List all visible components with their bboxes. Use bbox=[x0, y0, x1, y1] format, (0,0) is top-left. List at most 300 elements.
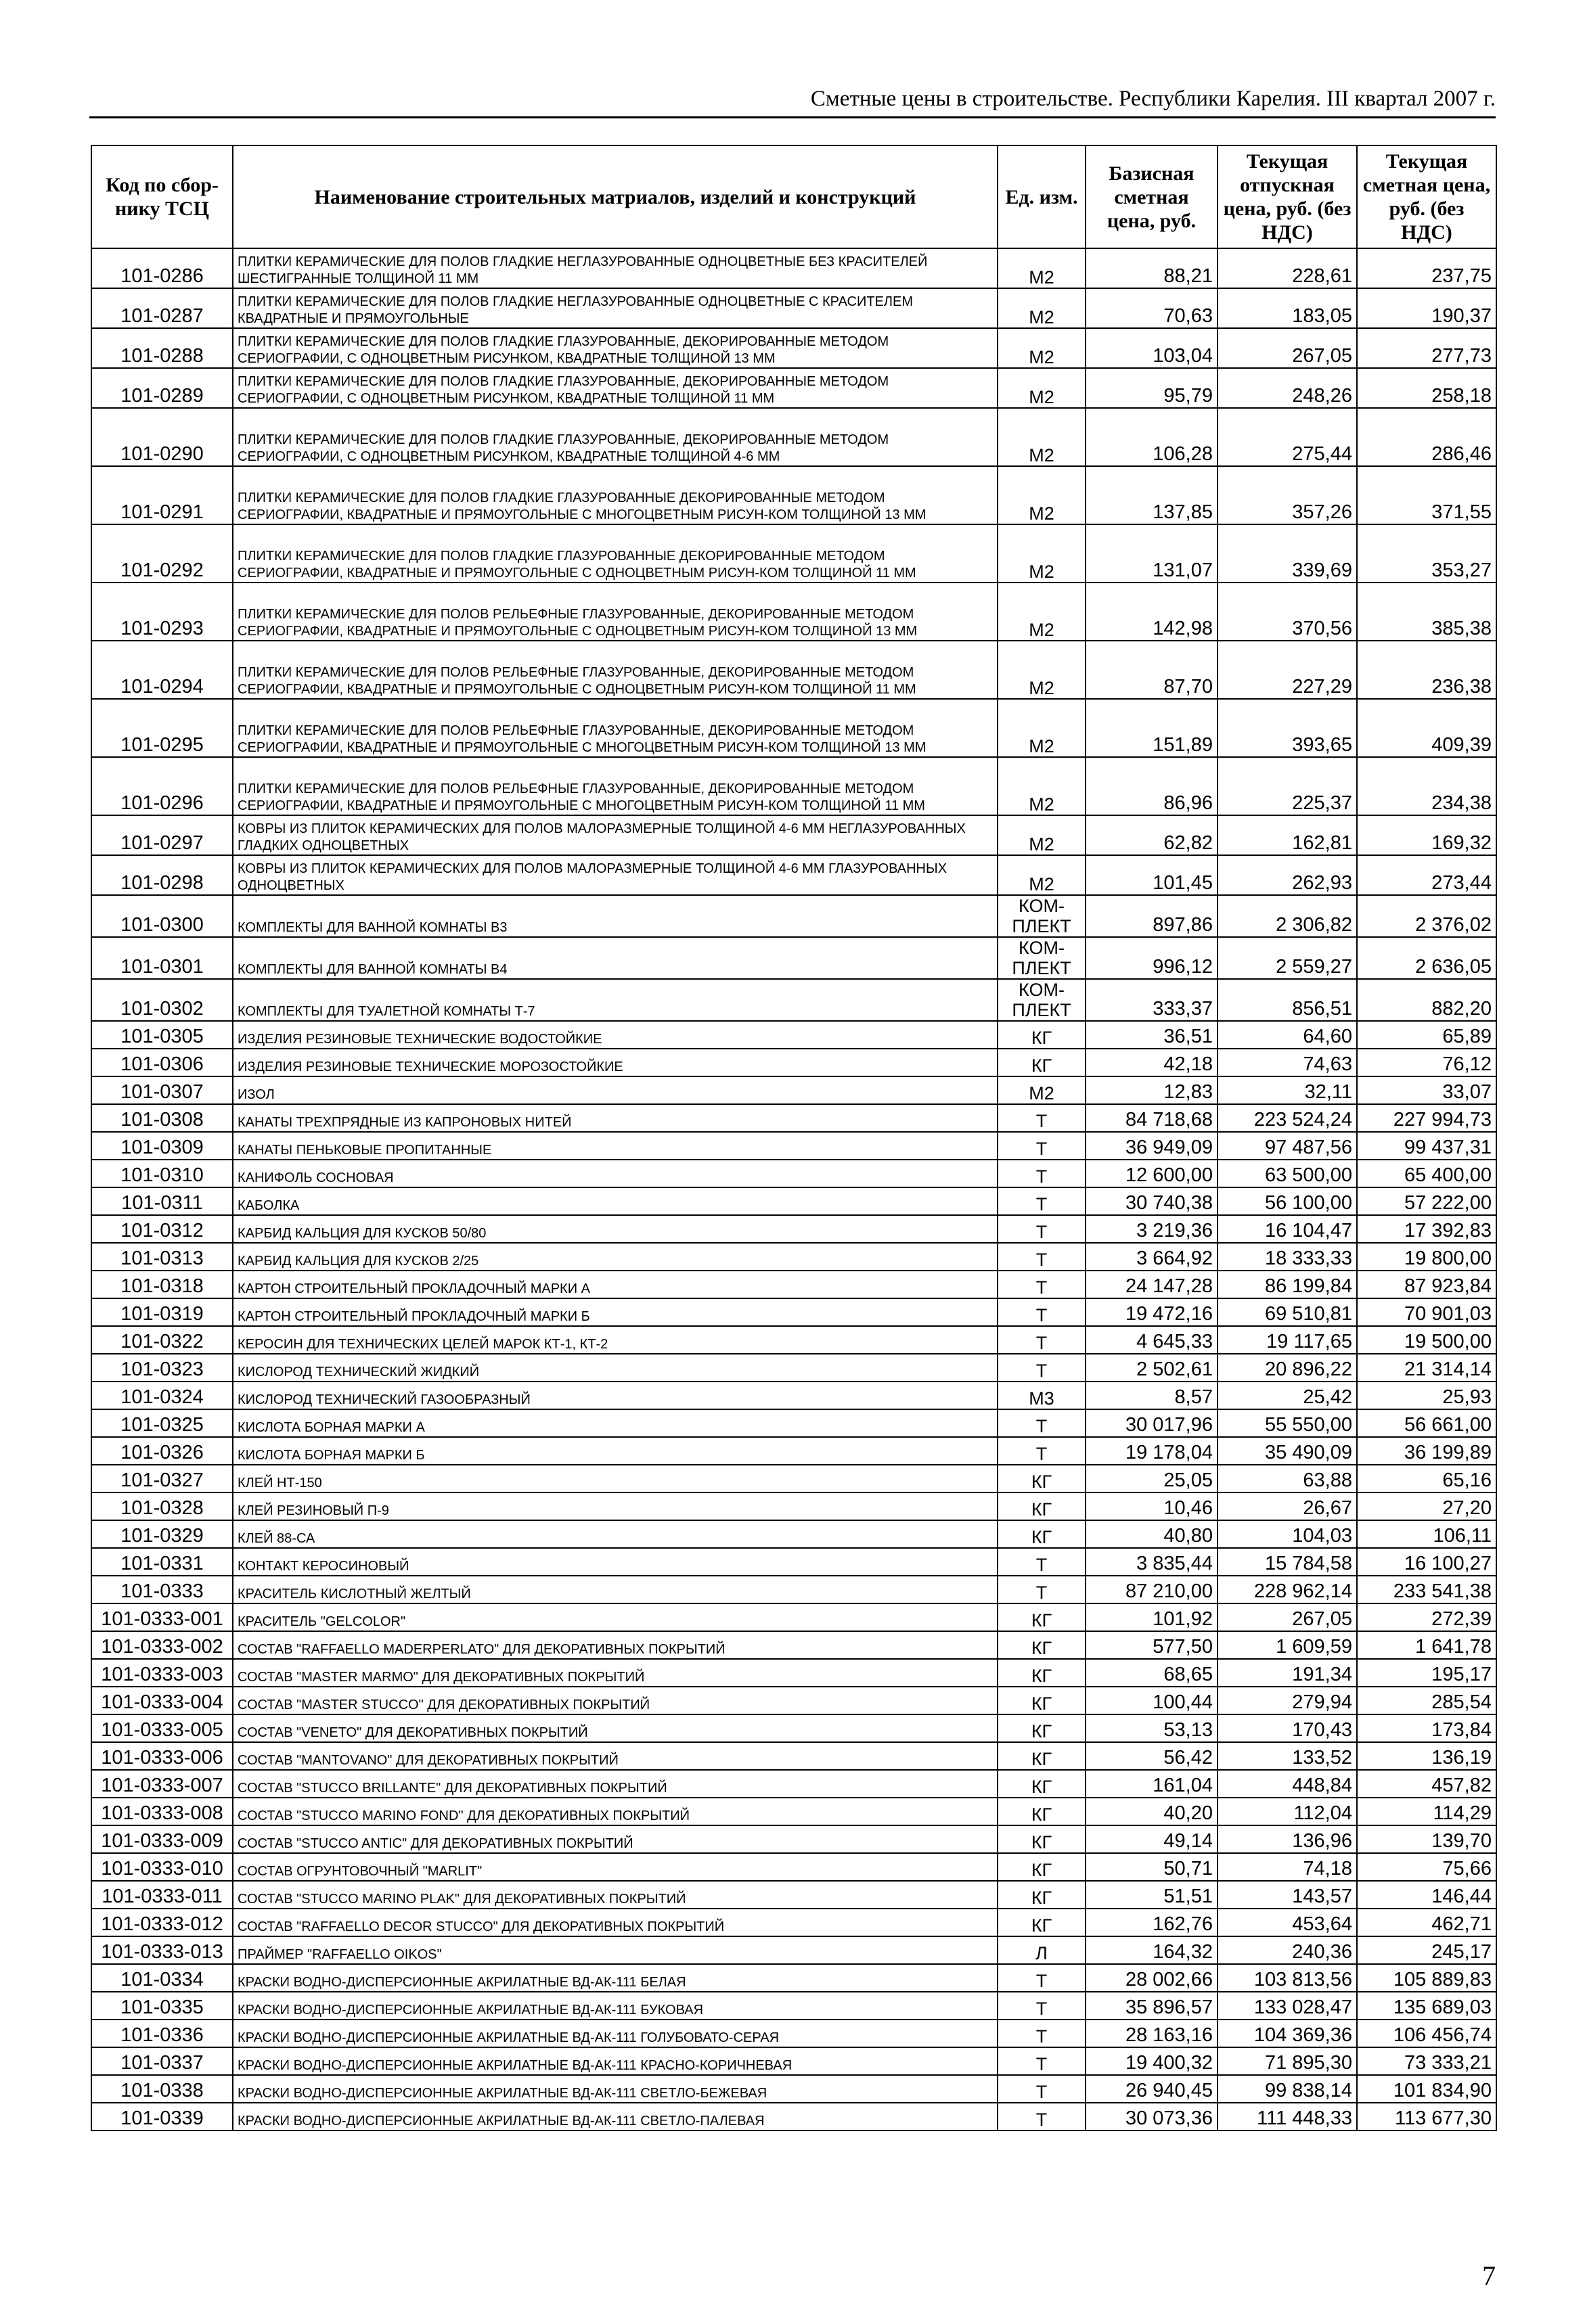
item-code: 101-0294 bbox=[91, 641, 233, 699]
base-price: 10,46 bbox=[1086, 1493, 1218, 1520]
base-price: 137,85 bbox=[1086, 466, 1218, 524]
item-unit: Т bbox=[998, 1326, 1086, 1354]
table-row bbox=[91, 1354, 1496, 1382]
release-price: 393,65 bbox=[1218, 699, 1357, 757]
estimate-price: 76,12 bbox=[1357, 1049, 1496, 1076]
item-name: ПЛИТКИ КЕРАМИЧЕСКИЕ ДЛЯ ПОЛОВ ГЛАДКИЕ ГЛАЗУРОВАННЫЕ, ДЕКОРИРОВАННЫЕ МЕТОДОМ СЕРИОГРАФИИ, С ОДНОЦВЕТНЫМ РИСУНКОМ, КВАДРАТНЫЕ ТОЛЩИНОЙ 4-6 ММ bbox=[233, 408, 998, 466]
item-unit: Л bbox=[998, 1936, 1086, 1964]
estimate-price: 87 923,84 bbox=[1357, 1271, 1496, 1298]
item-name: КРАСИТЕЛЬ "GELCOLOR" bbox=[233, 1603, 998, 1631]
item-unit: Т bbox=[998, 1298, 1086, 1326]
item-code: 101-0333-003 bbox=[91, 1659, 233, 1687]
estimate-price: 272,39 bbox=[1357, 1603, 1496, 1631]
estimate-price: 237,75 bbox=[1357, 248, 1496, 288]
item-unit: М2 bbox=[998, 408, 1086, 466]
table-row bbox=[91, 1298, 1496, 1326]
price-table bbox=[91, 145, 1497, 2131]
item-unit: КОМ-ПЛЕКТ bbox=[998, 937, 1086, 979]
release-price: 104 369,36 bbox=[1218, 2020, 1357, 2047]
item-code: 101-0306 bbox=[91, 1049, 233, 1076]
table-row bbox=[91, 466, 1496, 524]
release-price: 225,37 bbox=[1218, 757, 1357, 815]
table-row bbox=[91, 2075, 1496, 2103]
item-unit: Т bbox=[998, 1576, 1086, 1603]
item-unit: М2 bbox=[998, 248, 1086, 288]
item-unit: КГ bbox=[998, 1881, 1086, 1909]
release-price: 56 100,00 bbox=[1218, 1187, 1357, 1215]
estimate-price: 65,89 bbox=[1357, 1021, 1496, 1049]
base-price: 12 600,00 bbox=[1086, 1160, 1218, 1187]
item-code: 101-0335 bbox=[91, 1992, 233, 2020]
table-row bbox=[91, 1548, 1496, 1576]
release-price: 170,43 bbox=[1218, 1714, 1357, 1742]
item-name: ПРАЙМЕР "RAFFAELLO OIKOS" bbox=[233, 1936, 998, 1964]
base-price: 30 017,96 bbox=[1086, 1409, 1218, 1437]
item-name: СОСТАВ "STUCCO MARINO PLAK" ДЛЯ ДЕКОРАТИВНЫХ ПОКРЫТИЙ bbox=[233, 1881, 998, 1909]
item-name: КАРТОН СТРОИТЕЛЬНЫЙ ПРОКЛАДОЧНЫЙ МАРКИ Б bbox=[233, 1298, 998, 1326]
base-price: 19 400,32 bbox=[1086, 2047, 1218, 2075]
item-unit: М2 bbox=[998, 757, 1086, 815]
table-row bbox=[91, 1409, 1496, 1437]
release-price: 143,57 bbox=[1218, 1881, 1357, 1909]
item-code: 101-0310 bbox=[91, 1160, 233, 1187]
release-price: 19 117,65 bbox=[1218, 1326, 1357, 1354]
item-code: 101-0333 bbox=[91, 1576, 233, 1603]
estimate-price: 169,32 bbox=[1357, 815, 1496, 855]
estimate-price: 19 800,00 bbox=[1357, 1243, 1496, 1271]
column-header-name: Наименование строительных матриалов, изделий и конструкций bbox=[233, 145, 998, 248]
base-price: 103,04 bbox=[1086, 328, 1218, 368]
item-code: 101-0333-010 bbox=[91, 1853, 233, 1881]
item-unit: Т bbox=[998, 1160, 1086, 1187]
table-row bbox=[91, 1909, 1496, 1936]
column-header-code: Код по сбор-нику ТСЦ bbox=[91, 145, 233, 248]
table-row bbox=[91, 1493, 1496, 1520]
estimate-price: 882,20 bbox=[1357, 979, 1496, 1021]
estimate-price: 136,19 bbox=[1357, 1742, 1496, 1770]
base-price: 24 147,28 bbox=[1086, 1271, 1218, 1298]
item-name: СОСТАВ "MASTER MARMO" ДЛЯ ДЕКОРАТИВНЫХ ПОКРЫТИЙ bbox=[233, 1659, 998, 1687]
item-unit: М2 bbox=[998, 1076, 1086, 1104]
base-price: 86,96 bbox=[1086, 757, 1218, 815]
item-name: КОВРЫ ИЗ ПЛИТОК КЕРАМИЧЕСКИХ ДЛЯ ПОЛОВ МАЛОРАЗМЕРНЫЕ ТОЛЩИНОЙ 4-6 ММ НЕГЛАЗУРОВАННЫХ ГЛАДКИХ ОДНОЦВЕТНЫХ bbox=[233, 815, 998, 855]
item-name: КОВРЫ ИЗ ПЛИТОК КЕРАМИЧЕСКИХ ДЛЯ ПОЛОВ МАЛОРАЗМЕРНЫЕ ТОЛЩИНОЙ 4-6 ММ ГЛАЗУРОВАННЫХ ОДНОЦВЕТНЫХ bbox=[233, 855, 998, 895]
item-code: 101-0286 bbox=[91, 248, 233, 288]
release-price: 74,18 bbox=[1218, 1853, 1357, 1881]
release-price: 86 199,84 bbox=[1218, 1271, 1357, 1298]
base-price: 101,45 bbox=[1086, 855, 1218, 895]
item-code: 101-0313 bbox=[91, 1243, 233, 1271]
item-code: 101-0318 bbox=[91, 1271, 233, 1298]
base-price: 88,21 bbox=[1086, 248, 1218, 288]
item-unit: М2 bbox=[998, 328, 1086, 368]
item-code: 101-0327 bbox=[91, 1465, 233, 1493]
estimate-price: 99 437,31 bbox=[1357, 1132, 1496, 1160]
base-price: 87 210,00 bbox=[1086, 1576, 1218, 1603]
item-name: КЛЕЙ РЕЗИНОВЫЙ П-9 bbox=[233, 1493, 998, 1520]
item-name: ПЛИТКИ КЕРАМИЧЕСКИЕ ДЛЯ ПОЛОВ ГЛАДКИЕ ГЛАЗУРОВАННЫЕ ДЕКОРИРОВАННЫЕ МЕТОДОМ СЕРИОГРАФИИ, КВАДРАТНЫЕ И ПРЯМОУГОЛЬНЫЕ С МНОГОЦВЕТНЫМ РИСУН-КОМ ТОЛЩИНОЙ 13 ММ bbox=[233, 466, 998, 524]
base-price: 162,76 bbox=[1086, 1909, 1218, 1936]
base-price: 19 178,04 bbox=[1086, 1437, 1218, 1465]
estimate-price: 277,73 bbox=[1357, 328, 1496, 368]
item-code: 101-0333-009 bbox=[91, 1825, 233, 1853]
estimate-price: 73 333,21 bbox=[1357, 2047, 1496, 2075]
release-price: 26,67 bbox=[1218, 1493, 1357, 1520]
table-row bbox=[91, 2047, 1496, 2075]
item-unit: КГ bbox=[998, 1659, 1086, 1687]
release-price: 64,60 bbox=[1218, 1021, 1357, 1049]
release-price: 71 895,30 bbox=[1218, 2047, 1357, 2075]
estimate-price: 258,18 bbox=[1357, 368, 1496, 408]
release-price: 191,34 bbox=[1218, 1659, 1357, 1687]
item-code: 101-0322 bbox=[91, 1326, 233, 1354]
release-price: 20 896,22 bbox=[1218, 1354, 1357, 1382]
base-price: 100,44 bbox=[1086, 1687, 1218, 1714]
item-code: 101-0336 bbox=[91, 2020, 233, 2047]
table-row bbox=[91, 1936, 1496, 1964]
item-code: 101-0333-012 bbox=[91, 1909, 233, 1936]
item-name: ПЛИТКИ КЕРАМИЧЕСКИЕ ДЛЯ ПОЛОВ РЕЛЬЕФНЫЕ ГЛАЗУРОВАННЫЕ, ДЕКОРИРОВАННЫЕ МЕТОДОМ СЕРИОГРАФИИ, КВАДРАТНЫЕ И ПРЯМОУГОЛЬНЫЕ С ОДНОЦВЕТНЫМ РИСУН-КОМ ТОЛЩИНОЙ 11 ММ bbox=[233, 641, 998, 699]
table-row bbox=[91, 1215, 1496, 1243]
base-price: 36 949,09 bbox=[1086, 1132, 1218, 1160]
estimate-price: 56 661,00 bbox=[1357, 1409, 1496, 1437]
item-name: СОСТАВ "VENETO" ДЛЯ ДЕКОРАТИВНЫХ ПОКРЫТИЙ bbox=[233, 1714, 998, 1742]
release-price: 104,03 bbox=[1218, 1520, 1357, 1548]
estimate-price: 385,38 bbox=[1357, 583, 1496, 641]
item-unit: Т bbox=[998, 1215, 1086, 1243]
table-row bbox=[91, 895, 1496, 937]
item-name: КАБОЛКА bbox=[233, 1187, 998, 1215]
table-row bbox=[91, 1326, 1496, 1354]
item-unit: КГ bbox=[998, 1049, 1086, 1076]
base-price: 106,28 bbox=[1086, 408, 1218, 466]
item-code: 101-0296 bbox=[91, 757, 233, 815]
item-unit: Т bbox=[998, 1243, 1086, 1271]
base-price: 897,86 bbox=[1086, 895, 1218, 937]
item-unit: КГ bbox=[998, 1520, 1086, 1548]
item-name: КАРБИД КАЛЬЦИЯ ДЛЯ КУСКОВ 2/25 bbox=[233, 1243, 998, 1271]
release-price: 228 962,14 bbox=[1218, 1576, 1357, 1603]
base-price: 95,79 bbox=[1086, 368, 1218, 408]
item-code: 101-0300 bbox=[91, 895, 233, 937]
page-header: Сметные цены в строительстве. Республики Карелия. III квартал 2007 г. bbox=[810, 87, 1496, 111]
table-row bbox=[91, 1742, 1496, 1770]
item-name: КАНИФОЛЬ СОСНОВАЯ bbox=[233, 1160, 998, 1187]
release-price: 103 813,56 bbox=[1218, 1964, 1357, 1992]
item-name: КЕРОСИН ДЛЯ ТЕХНИЧЕСКИХ ЦЕЛЕЙ МАРОК КТ-1, КТ-2 bbox=[233, 1326, 998, 1354]
item-name: СОСТАВ "MASTER STUCCO" ДЛЯ ДЕКОРАТИВНЫХ ПОКРЫТИЙ bbox=[233, 1687, 998, 1714]
item-unit: М2 bbox=[998, 583, 1086, 641]
item-name: ПЛИТКИ КЕРАМИЧЕСКИЕ ДЛЯ ПОЛОВ РЕЛЬЕФНЫЕ ГЛАЗУРОВАННЫЕ, ДЕКОРИРОВАННЫЕ МЕТОДОМ СЕРИОГРАФИИ, КВАДРАТНЫЕ И ПРЯМОУГОЛЬНЫЕ С МНОГОЦВЕТНЫМ РИСУН-КОМ ТОЛЩИНОЙ 11 ММ bbox=[233, 757, 998, 815]
base-price: 142,98 bbox=[1086, 583, 1218, 641]
item-unit: М2 bbox=[998, 699, 1086, 757]
item-unit: Т bbox=[998, 1992, 1086, 2020]
item-unit: КОМ-ПЛЕКТ bbox=[998, 895, 1086, 937]
table-row bbox=[91, 1798, 1496, 1825]
estimate-price: 36 199,89 bbox=[1357, 1437, 1496, 1465]
table-row bbox=[91, 1104, 1496, 1132]
release-price: 99 838,14 bbox=[1218, 2075, 1357, 2103]
item-name: КАНАТЫ ПЕНЬКОВЫЕ ПРОПИТАННЫЕ bbox=[233, 1132, 998, 1160]
item-name: СОСТАВ "STUCCO ANTIC" ДЛЯ ДЕКОРАТИВНЫХ ПОКРЫТИЙ bbox=[233, 1825, 998, 1853]
table-row bbox=[91, 1853, 1496, 1881]
item-code: 101-0333-007 bbox=[91, 1770, 233, 1798]
estimate-price: 286,46 bbox=[1357, 408, 1496, 466]
table-header bbox=[91, 145, 1496, 248]
table-body bbox=[91, 248, 1496, 2131]
table-row bbox=[91, 1076, 1496, 1104]
estimate-price: 462,71 bbox=[1357, 1909, 1496, 1936]
item-unit: Т bbox=[998, 1437, 1086, 1465]
base-price: 70,63 bbox=[1086, 288, 1218, 328]
table-row bbox=[91, 641, 1496, 699]
item-code: 101-0333-004 bbox=[91, 1687, 233, 1714]
release-price: 16 104,47 bbox=[1218, 1215, 1357, 1243]
release-price: 262,93 bbox=[1218, 855, 1357, 895]
item-code: 101-0326 bbox=[91, 1437, 233, 1465]
item-unit: М2 bbox=[998, 641, 1086, 699]
estimate-price: 234,38 bbox=[1357, 757, 1496, 815]
table-row bbox=[91, 1881, 1496, 1909]
item-code: 101-0301 bbox=[91, 937, 233, 979]
release-price: 453,64 bbox=[1218, 1909, 1357, 1936]
estimate-price: 106 456,74 bbox=[1357, 2020, 1496, 2047]
base-price: 19 472,16 bbox=[1086, 1298, 1218, 1326]
table-row bbox=[91, 1382, 1496, 1409]
item-unit: Т bbox=[998, 1354, 1086, 1382]
item-unit: КГ bbox=[998, 1909, 1086, 1936]
item-code: 101-0305 bbox=[91, 1021, 233, 1049]
item-code: 101-0308 bbox=[91, 1104, 233, 1132]
table-row bbox=[91, 1964, 1496, 1992]
base-price: 28 002,66 bbox=[1086, 1964, 1218, 1992]
item-name: ПЛИТКИ КЕРАМИЧЕСКИЕ ДЛЯ ПОЛОВ РЕЛЬЕФНЫЕ ГЛАЗУРОВАННЫЕ, ДЕКОРИРОВАННЫЕ МЕТОДОМ СЕРИОГРАФИИ, КВАДРАТНЫЕ И ПРЯМОУГОЛЬНЫЕ С ОДНОЦВЕТНЫМ РИСУН-КОМ ТОЛЩИНОЙ 13 ММ bbox=[233, 583, 998, 641]
estimate-price: 19 500,00 bbox=[1357, 1326, 1496, 1354]
release-price: 136,96 bbox=[1218, 1825, 1357, 1853]
table-row bbox=[91, 1160, 1496, 1187]
table-row bbox=[91, 408, 1496, 466]
base-price: 35 896,57 bbox=[1086, 1992, 1218, 2020]
table-row bbox=[91, 1714, 1496, 1742]
release-price: 63,88 bbox=[1218, 1465, 1357, 1493]
item-unit: КГ bbox=[998, 1742, 1086, 1770]
release-price: 112,04 bbox=[1218, 1798, 1357, 1825]
base-price: 42,18 bbox=[1086, 1049, 1218, 1076]
estimate-price: 195,17 bbox=[1357, 1659, 1496, 1687]
estimate-price: 190,37 bbox=[1357, 288, 1496, 328]
release-price: 15 784,58 bbox=[1218, 1548, 1357, 1576]
item-name: КРАСКИ ВОДНО-ДИСПЕРСИОННЫЕ АКРИЛАТНЫЕ ВД-АК-111 ГОЛУБОВАТО-СЕРАЯ bbox=[233, 2020, 998, 2047]
estimate-price: 75,66 bbox=[1357, 1853, 1496, 1881]
estimate-price: 139,70 bbox=[1357, 1825, 1496, 1853]
item-name: ИЗДЕЛИЯ РЕЗИНОВЫЕ ТЕХНИЧЕСКИЕ ВОДОСТОЙКИЕ bbox=[233, 1021, 998, 1049]
release-price: 223 524,24 bbox=[1218, 1104, 1357, 1132]
item-code: 101-0338 bbox=[91, 2075, 233, 2103]
item-code: 101-0292 bbox=[91, 524, 233, 583]
table-row bbox=[91, 855, 1496, 895]
item-code: 101-0334 bbox=[91, 1964, 233, 1992]
item-code: 101-0333-008 bbox=[91, 1798, 233, 1825]
item-code: 101-0337 bbox=[91, 2047, 233, 2075]
estimate-price: 105 889,83 bbox=[1357, 1964, 1496, 1992]
release-price: 183,05 bbox=[1218, 288, 1357, 328]
item-name: КИСЛОТА БОРНАЯ МАРКИ А bbox=[233, 1409, 998, 1437]
table-row bbox=[91, 1271, 1496, 1298]
base-price: 131,07 bbox=[1086, 524, 1218, 583]
item-code: 101-0287 bbox=[91, 288, 233, 328]
item-name: КОМПЛЕКТЫ ДЛЯ ТУАЛЕТНОЙ КОМНАТЫ Т-7 bbox=[233, 979, 998, 1021]
release-price: 2 306,82 bbox=[1218, 895, 1357, 937]
table-row bbox=[91, 699, 1496, 757]
item-code: 101-0307 bbox=[91, 1076, 233, 1104]
estimate-price: 16 100,27 bbox=[1357, 1548, 1496, 1576]
table-row bbox=[91, 1021, 1496, 1049]
item-unit: Т bbox=[998, 2103, 1086, 2131]
item-name: КАРТОН СТРОИТЕЛЬНЫЙ ПРОКЛАДОЧНЫЙ МАРКИ А bbox=[233, 1271, 998, 1298]
release-price: 357,26 bbox=[1218, 466, 1357, 524]
base-price: 577,50 bbox=[1086, 1631, 1218, 1659]
item-unit: Т bbox=[998, 2075, 1086, 2103]
release-price: 275,44 bbox=[1218, 408, 1357, 466]
item-unit: М2 bbox=[998, 815, 1086, 855]
release-price: 228,61 bbox=[1218, 248, 1357, 288]
table-row bbox=[91, 1187, 1496, 1215]
release-price: 227,29 bbox=[1218, 641, 1357, 699]
release-price: 55 550,00 bbox=[1218, 1409, 1357, 1437]
base-price: 50,71 bbox=[1086, 1853, 1218, 1881]
item-unit: Т bbox=[998, 1409, 1086, 1437]
item-code: 101-0289 bbox=[91, 368, 233, 408]
item-code: 101-0298 bbox=[91, 855, 233, 895]
item-unit: М2 bbox=[998, 466, 1086, 524]
table-row bbox=[91, 937, 1496, 979]
estimate-price: 236,38 bbox=[1357, 641, 1496, 699]
table-row bbox=[91, 328, 1496, 368]
item-unit: КГ bbox=[998, 1465, 1086, 1493]
item-name: КРАСИТЕЛЬ КИСЛОТНЫЙ ЖЕЛТЫЙ bbox=[233, 1576, 998, 1603]
item-code: 101-0333-002 bbox=[91, 1631, 233, 1659]
item-unit: Т bbox=[998, 1187, 1086, 1215]
table-row bbox=[91, 524, 1496, 583]
item-name: СОСТАВ "STUCCO MARINO FOND" ДЛЯ ДЕКОРАТИВНЫХ ПОКРЫТИЙ bbox=[233, 1798, 998, 1825]
item-unit: Т bbox=[998, 1964, 1086, 1992]
item-name: КИСЛОТА БОРНАЯ МАРКИ Б bbox=[233, 1437, 998, 1465]
item-code: 101-0333-011 bbox=[91, 1881, 233, 1909]
item-name: КРАСКИ ВОДНО-ДИСПЕРСИОННЫЕ АКРИЛАТНЫЕ ВД-АК-111 КРАСНО-КОРИЧНЕВАЯ bbox=[233, 2047, 998, 2075]
base-price: 40,20 bbox=[1086, 1798, 1218, 1825]
item-unit: КГ bbox=[998, 1687, 1086, 1714]
item-code: 101-0309 bbox=[91, 1132, 233, 1160]
table-row bbox=[91, 368, 1496, 408]
item-code: 101-0295 bbox=[91, 699, 233, 757]
base-price: 161,04 bbox=[1086, 1770, 1218, 1798]
item-unit: Т bbox=[998, 1104, 1086, 1132]
item-code: 101-0333-013 bbox=[91, 1936, 233, 1964]
base-price: 151,89 bbox=[1086, 699, 1218, 757]
base-price: 87,70 bbox=[1086, 641, 1218, 699]
base-price: 996,12 bbox=[1086, 937, 1218, 979]
item-unit: Т bbox=[998, 2047, 1086, 2075]
column-header-base-price: Базисная сметная цена, руб. bbox=[1086, 145, 1218, 248]
estimate-price: 285,54 bbox=[1357, 1687, 1496, 1714]
item-name: ПЛИТКИ КЕРАМИЧЕСКИЕ ДЛЯ ПОЛОВ ГЛАДКИЕ ГЛАЗУРОВАННЫЕ, ДЕКОРИРОВАННЫЕ МЕТОДОМ СЕРИОГРАФИИ, С ОДНОЦВЕТНЫМ РИСУНКОМ, КВАДРАТНЫЕ ТОЛЩИНОЙ 11 ММ bbox=[233, 368, 998, 408]
item-unit: Т bbox=[998, 2020, 1086, 2047]
item-name: ИЗОЛ bbox=[233, 1076, 998, 1104]
estimate-price: 146,44 bbox=[1357, 1881, 1496, 1909]
table-row bbox=[91, 1132, 1496, 1160]
release-price: 69 510,81 bbox=[1218, 1298, 1357, 1326]
base-price: 101,92 bbox=[1086, 1603, 1218, 1631]
release-price: 339,69 bbox=[1218, 524, 1357, 583]
item-code: 101-0333-001 bbox=[91, 1603, 233, 1631]
item-name: КРАСКИ ВОДНО-ДИСПЕРСИОННЫЕ АКРИЛАТНЫЕ ВД-АК-111 СВЕТЛО-ПАЛЕВАЯ bbox=[233, 2103, 998, 2131]
item-unit: Т bbox=[998, 1548, 1086, 1576]
item-name: КРАСКИ ВОДНО-ДИСПЕРСИОННЫЕ АКРИЛАТНЫЕ ВД-АК-111 БЕЛАЯ bbox=[233, 1964, 998, 1992]
item-name: КОНТАКТ КЕРОСИНОВЫЙ bbox=[233, 1548, 998, 1576]
item-name: КОМПЛЕКТЫ ДЛЯ ВАННОЙ КОМНАТЫ В4 bbox=[233, 937, 998, 979]
item-code: 101-0325 bbox=[91, 1409, 233, 1437]
release-price: 279,94 bbox=[1218, 1687, 1357, 1714]
base-price: 3 219,36 bbox=[1086, 1215, 1218, 1243]
item-unit: КГ bbox=[998, 1798, 1086, 1825]
base-price: 51,51 bbox=[1086, 1881, 1218, 1909]
release-price: 111 448,33 bbox=[1218, 2103, 1357, 2131]
release-price: 18 333,33 bbox=[1218, 1243, 1357, 1271]
item-name: ПЛИТКИ КЕРАМИЧЕСКИЕ ДЛЯ ПОЛОВ ГЛАДКИЕ ГЛАЗУРОВАННЫЕ, ДЕКОРИРОВАННЫЕ МЕТОДОМ СЕРИОГРАФИИ, С ОДНОЦВЕТНЫМ РИСУНКОМ, КВАДРАТНЫЕ ТОЛЩИНОЙ 13 ММ bbox=[233, 328, 998, 368]
table-row bbox=[91, 1049, 1496, 1076]
item-unit: М2 bbox=[998, 368, 1086, 408]
item-code: 101-0333-005 bbox=[91, 1714, 233, 1742]
item-name: ПЛИТКИ КЕРАМИЧЕСКИЕ ДЛЯ ПОЛОВ ГЛАДКИЕ ГЛАЗУРОВАННЫЕ ДЕКОРИРОВАННЫЕ МЕТОДОМ СЕРИОГРАФИИ, КВАДРАТНЫЕ И ПРЯМОУГОЛЬНЫЕ С ОДНОЦВЕТНЫМ РИСУН-КОМ ТОЛЩИНОЙ 11 ММ bbox=[233, 524, 998, 583]
estimate-price: 106,11 bbox=[1357, 1520, 1496, 1548]
table-row bbox=[91, 2020, 1496, 2047]
table-row bbox=[91, 815, 1496, 855]
release-price: 97 487,56 bbox=[1218, 1132, 1357, 1160]
base-price: 84 718,68 bbox=[1086, 1104, 1218, 1132]
base-price: 26 940,45 bbox=[1086, 2075, 1218, 2103]
item-code: 101-0297 bbox=[91, 815, 233, 855]
item-name: СОСТАВ ОГРУНТОВОЧНЫЙ "MARLIT" bbox=[233, 1853, 998, 1881]
base-price: 25,05 bbox=[1086, 1465, 1218, 1493]
item-name: КАРБИД КАЛЬЦИЯ ДЛЯ КУСКОВ 50/80 bbox=[233, 1215, 998, 1243]
base-price: 30 740,38 bbox=[1086, 1187, 1218, 1215]
estimate-price: 245,17 bbox=[1357, 1936, 1496, 1964]
item-name: ПЛИТКИ КЕРАМИЧЕСКИЕ ДЛЯ ПОЛОВ ГЛАДКИЕ НЕГЛАЗУРОВАННЫЕ ОДНОЦВЕТНЫЕ БЕЗ КРАСИТЕЛЕЙ ШЕСТИГРАННЫЕ ТОЛЩИНОЙ 11 ММ bbox=[233, 248, 998, 288]
item-name: КОМПЛЕКТЫ ДЛЯ ВАННОЙ КОМНАТЫ В3 bbox=[233, 895, 998, 937]
release-price: 133,52 bbox=[1218, 1742, 1357, 1770]
estimate-price: 227 994,73 bbox=[1357, 1104, 1496, 1132]
item-unit: М3 bbox=[998, 1382, 1086, 1409]
item-unit: КГ bbox=[998, 1825, 1086, 1853]
page-number: 7 bbox=[1482, 2260, 1496, 2291]
base-price: 30 073,36 bbox=[1086, 2103, 1218, 2131]
release-price: 133 028,47 bbox=[1218, 1992, 1357, 2020]
item-code: 101-0290 bbox=[91, 408, 233, 466]
table-row bbox=[91, 1992, 1496, 2020]
item-name: КРАСКИ ВОДНО-ДИСПЕРСИОННЫЕ АКРИЛАТНЫЕ ВД-АК-111 СВЕТЛО-БЕЖЕВАЯ bbox=[233, 2075, 998, 2103]
base-price: 49,14 bbox=[1086, 1825, 1218, 1853]
table-row bbox=[91, 583, 1496, 641]
release-price: 267,05 bbox=[1218, 1603, 1357, 1631]
release-price: 35 490,09 bbox=[1218, 1437, 1357, 1465]
item-name: ИЗДЕЛИЯ РЕЗИНОВЫЕ ТЕХНИЧЕСКИЕ МОРОЗОСТОЙКИЕ bbox=[233, 1049, 998, 1076]
table-row bbox=[91, 1520, 1496, 1548]
table-row bbox=[91, 1659, 1496, 1687]
estimate-price: 114,29 bbox=[1357, 1798, 1496, 1825]
estimate-price: 1 641,78 bbox=[1357, 1631, 1496, 1659]
base-price: 3 835,44 bbox=[1086, 1548, 1218, 1576]
item-code: 101-0302 bbox=[91, 979, 233, 1021]
